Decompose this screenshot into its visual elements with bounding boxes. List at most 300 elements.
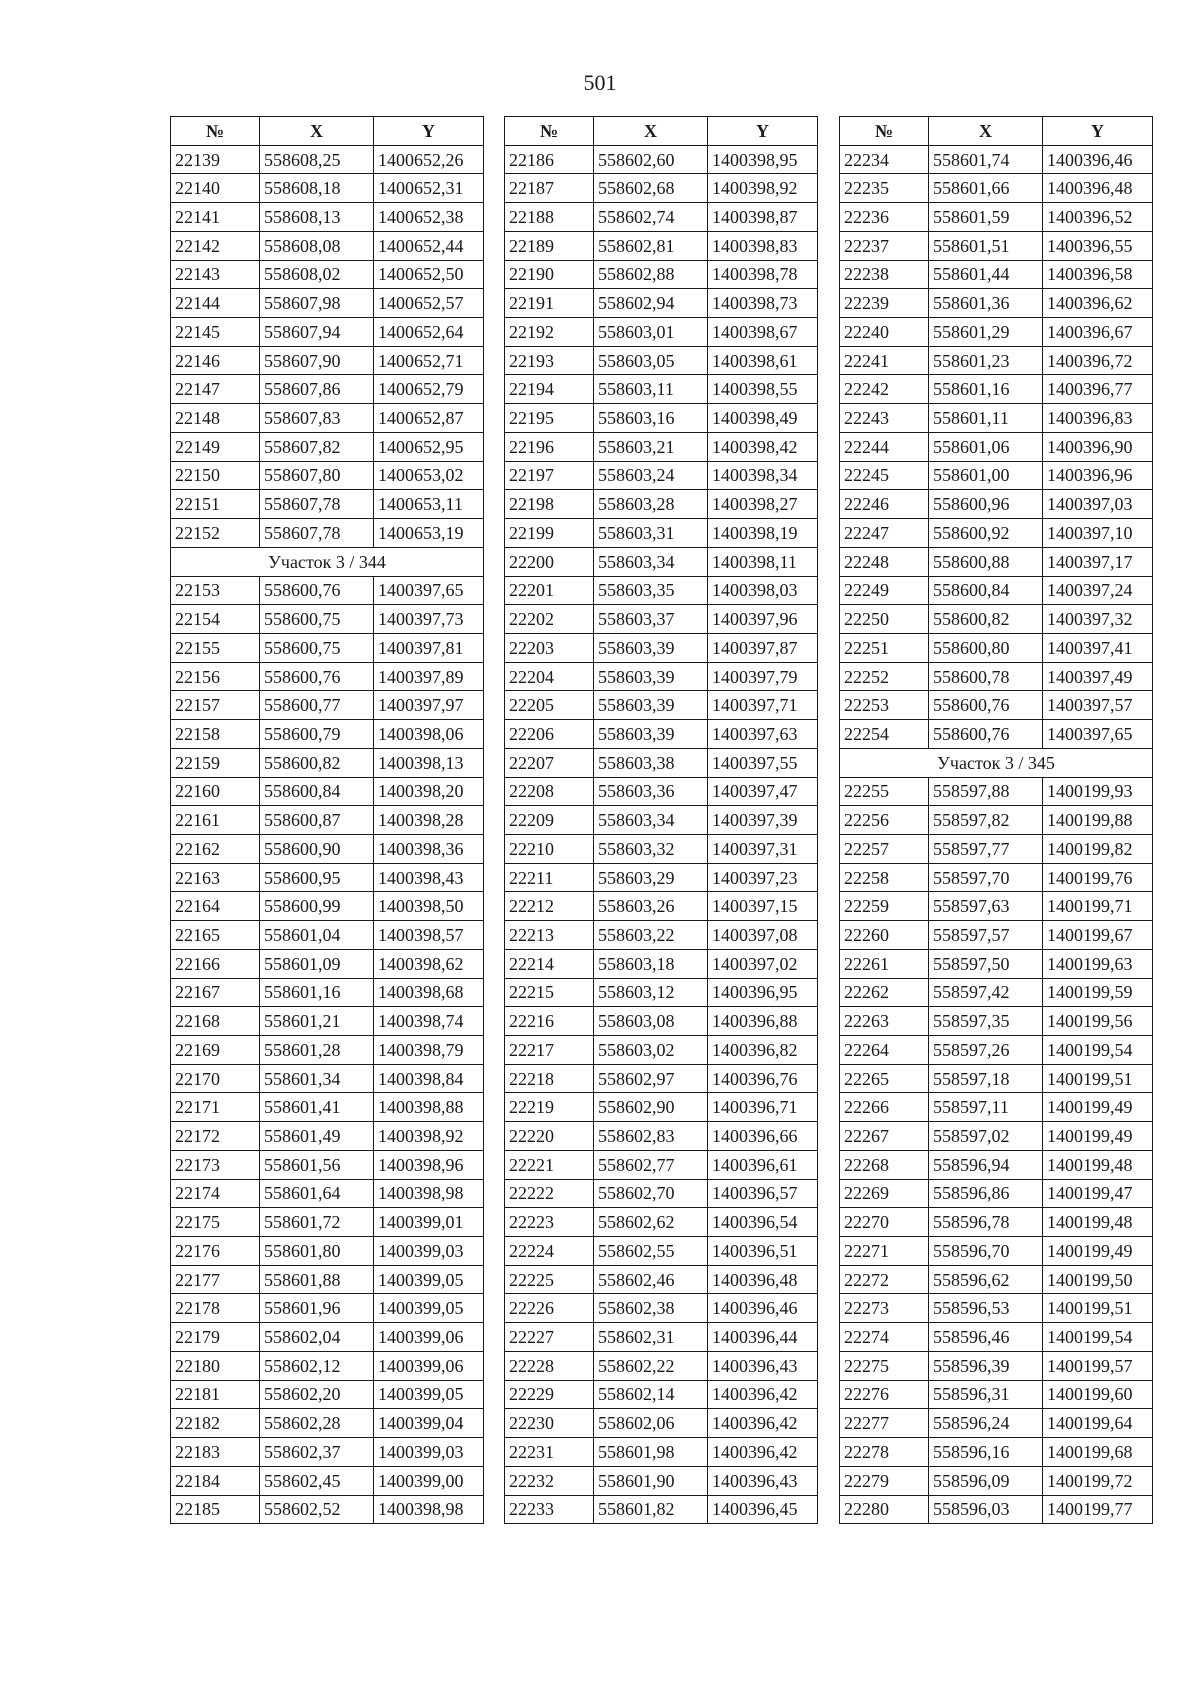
y-coordinate-cell: 1400199,47 [1043, 1179, 1153, 1208]
table-row [505, 1150, 818, 1179]
table-row [505, 1323, 818, 1352]
point-number-cell: 22242 [840, 375, 929, 404]
y-coordinate-cell: 1400397,65 [1043, 720, 1153, 749]
table-row [505, 375, 818, 404]
y-coordinate-cell: 1400398,50 [374, 892, 484, 921]
y-coordinate-cell: 1400199,71 [1043, 892, 1153, 921]
point-number-cell: 22156 [171, 662, 260, 691]
point-number-cell: 22185 [171, 1495, 260, 1524]
y-coordinate-cell: 1400199,49 [1043, 1122, 1153, 1151]
table-row [505, 145, 818, 174]
table-row [840, 691, 1153, 720]
header-y: Y [374, 117, 484, 146]
point-number-cell: 22263 [840, 1007, 929, 1036]
table-row [505, 1409, 818, 1438]
y-coordinate-cell: 1400398,34 [708, 461, 818, 490]
x-coordinate-cell: 558603,39 [594, 662, 708, 691]
point-number-cell: 22229 [505, 1380, 594, 1409]
table-row [505, 432, 818, 461]
point-number-cell: 22148 [171, 404, 260, 433]
x-coordinate-cell: 558597,50 [929, 949, 1043, 978]
table-row [840, 633, 1153, 662]
point-number-cell: 22228 [505, 1351, 594, 1380]
y-coordinate-cell: 1400398,74 [374, 1007, 484, 1036]
y-coordinate-cell: 1400199,76 [1043, 863, 1153, 892]
x-coordinate-cell: 558601,74 [929, 145, 1043, 174]
x-coordinate-cell: 558597,70 [929, 863, 1043, 892]
point-number-cell: 22278 [840, 1438, 929, 1467]
x-coordinate-cell: 558603,39 [594, 720, 708, 749]
table-row [171, 633, 484, 662]
point-number-cell: 22213 [505, 921, 594, 950]
point-number-cell: 22275 [840, 1351, 929, 1380]
table-row [840, 318, 1153, 347]
point-number-cell: 22205 [505, 691, 594, 720]
header-number: № [505, 117, 594, 146]
y-coordinate-cell: 1400398,87 [708, 203, 818, 232]
y-coordinate-cell: 1400398,06 [374, 720, 484, 749]
section-row [840, 748, 1153, 777]
table-row [505, 1438, 818, 1467]
table-row [171, 1208, 484, 1237]
point-number-cell: 22193 [505, 346, 594, 375]
y-coordinate-cell: 1400652,38 [374, 203, 484, 232]
point-number-cell: 22157 [171, 691, 260, 720]
table-row [505, 404, 818, 433]
x-coordinate-cell: 558603,01 [594, 318, 708, 347]
x-coordinate-cell: 558602,97 [594, 1064, 708, 1093]
table-row [171, 461, 484, 490]
point-number-cell: 22159 [171, 748, 260, 777]
y-coordinate-cell: 1400398,19 [708, 519, 818, 548]
point-number-cell: 22150 [171, 461, 260, 490]
table-row [840, 260, 1153, 289]
table-row [840, 834, 1153, 863]
x-coordinate-cell: 558603,12 [594, 978, 708, 1007]
y-coordinate-cell: 1400398,95 [708, 145, 818, 174]
y-coordinate-cell: 1400398,36 [374, 834, 484, 863]
x-coordinate-cell: 558603,05 [594, 346, 708, 375]
y-coordinate-cell: 1400396,61 [708, 1150, 818, 1179]
y-coordinate-cell: 1400398,03 [708, 576, 818, 605]
x-coordinate-cell: 558601,09 [260, 949, 374, 978]
table-row [171, 203, 484, 232]
table-row [505, 1122, 818, 1151]
point-number-cell: 22161 [171, 806, 260, 835]
table-row [505, 720, 818, 749]
point-number-cell: 22140 [171, 174, 260, 203]
y-coordinate-cell: 1400199,51 [1043, 1294, 1153, 1323]
point-number-cell: 22262 [840, 978, 929, 1007]
x-coordinate-cell: 558600,75 [260, 633, 374, 662]
point-number-cell: 22208 [505, 777, 594, 806]
y-coordinate-cell: 1400397,24 [1043, 576, 1153, 605]
point-number-cell: 22232 [505, 1466, 594, 1495]
table-row [505, 203, 818, 232]
table-row [840, 720, 1153, 749]
y-coordinate-cell: 1400199,56 [1043, 1007, 1153, 1036]
table-row [505, 863, 818, 892]
x-coordinate-cell: 558596,86 [929, 1179, 1043, 1208]
table-header-row [505, 117, 818, 146]
point-number-cell: 22264 [840, 1036, 929, 1065]
point-number-cell: 22254 [840, 720, 929, 749]
y-coordinate-cell: 1400199,82 [1043, 834, 1153, 863]
table-row [505, 1495, 818, 1524]
x-coordinate-cell: 558601,36 [929, 289, 1043, 318]
point-number-cell: 22250 [840, 605, 929, 634]
x-coordinate-cell: 558603,08 [594, 1007, 708, 1036]
point-number-cell: 22199 [505, 519, 594, 548]
y-coordinate-cell: 1400396,57 [708, 1179, 818, 1208]
x-coordinate-cell: 558600,99 [260, 892, 374, 921]
y-coordinate-cell: 1400397,10 [1043, 519, 1153, 548]
table-row [840, 1495, 1153, 1524]
point-number-cell: 22194 [505, 375, 594, 404]
y-coordinate-cell: 1400396,67 [1043, 318, 1153, 347]
x-coordinate-cell: 558597,18 [929, 1064, 1043, 1093]
point-number-cell: 22236 [840, 203, 929, 232]
y-coordinate-cell: 1400652,26 [374, 145, 484, 174]
y-coordinate-cell: 1400396,83 [1043, 404, 1153, 433]
point-number-cell: 22203 [505, 633, 594, 662]
table-row [505, 289, 818, 318]
table-row [840, 203, 1153, 232]
point-number-cell: 22277 [840, 1409, 929, 1438]
x-coordinate-cell: 558601,16 [260, 978, 374, 1007]
y-coordinate-cell: 1400398,27 [708, 490, 818, 519]
point-number-cell: 22223 [505, 1208, 594, 1237]
table-row [505, 691, 818, 720]
y-coordinate-cell: 1400397,41 [1043, 633, 1153, 662]
point-number-cell: 22226 [505, 1294, 594, 1323]
point-number-cell: 22271 [840, 1237, 929, 1266]
x-coordinate-cell: 558603,16 [594, 404, 708, 433]
x-coordinate-cell: 558601,29 [929, 318, 1043, 347]
x-coordinate-cell: 558597,57 [929, 921, 1043, 950]
point-number-cell: 22183 [171, 1438, 260, 1467]
y-coordinate-cell: 1400397,65 [374, 576, 484, 605]
table-row [840, 547, 1153, 576]
y-coordinate-cell: 1400399,05 [374, 1294, 484, 1323]
point-number-cell: 22173 [171, 1150, 260, 1179]
table-row [171, 1122, 484, 1151]
table-row [171, 892, 484, 921]
x-coordinate-cell: 558607,80 [260, 461, 374, 490]
coordinates-table-2 [504, 116, 818, 1524]
x-coordinate-cell: 558597,63 [929, 892, 1043, 921]
point-number-cell: 22196 [505, 432, 594, 461]
y-coordinate-cell: 1400397,23 [708, 863, 818, 892]
x-coordinate-cell: 558602,46 [594, 1265, 708, 1294]
point-number-cell: 22253 [840, 691, 929, 720]
point-number-cell: 22198 [505, 490, 594, 519]
table-row [171, 863, 484, 892]
table-body [840, 145, 1153, 1524]
y-coordinate-cell: 1400396,90 [1043, 432, 1153, 461]
header-x: X [929, 117, 1043, 146]
table-body [171, 145, 484, 1524]
point-number-cell: 22160 [171, 777, 260, 806]
x-coordinate-cell: 558596,94 [929, 1150, 1043, 1179]
table-row [505, 748, 818, 777]
x-coordinate-cell: 558602,83 [594, 1122, 708, 1151]
point-number-cell: 22146 [171, 346, 260, 375]
y-coordinate-cell: 1400398,20 [374, 777, 484, 806]
table-row [171, 691, 484, 720]
y-coordinate-cell: 1400396,42 [708, 1438, 818, 1467]
page-number: 501 [583, 70, 617, 95]
x-coordinate-cell: 558603,28 [594, 490, 708, 519]
x-coordinate-cell: 558601,88 [260, 1265, 374, 1294]
x-coordinate-cell: 558602,81 [594, 231, 708, 260]
y-coordinate-cell: 1400652,31 [374, 174, 484, 203]
x-coordinate-cell: 558601,59 [929, 203, 1043, 232]
coordinates-table-3 [839, 116, 1153, 1524]
point-number-cell: 22158 [171, 720, 260, 749]
table-row [505, 949, 818, 978]
table-row [840, 921, 1153, 950]
x-coordinate-cell: 558607,90 [260, 346, 374, 375]
point-number-cell: 22265 [840, 1064, 929, 1093]
x-coordinate-cell: 558596,16 [929, 1438, 1043, 1467]
table-row [171, 777, 484, 806]
y-coordinate-cell: 1400398,43 [374, 863, 484, 892]
table-row [505, 834, 818, 863]
point-number-cell: 22182 [171, 1409, 260, 1438]
y-coordinate-cell: 1400199,54 [1043, 1036, 1153, 1065]
x-coordinate-cell: 558602,77 [594, 1150, 708, 1179]
y-coordinate-cell: 1400396,71 [708, 1093, 818, 1122]
point-number-cell: 22245 [840, 461, 929, 490]
y-coordinate-cell: 1400396,62 [1043, 289, 1153, 318]
x-coordinate-cell: 558601,06 [929, 432, 1043, 461]
x-coordinate-cell: 558603,39 [594, 691, 708, 720]
y-coordinate-cell: 1400397,49 [1043, 662, 1153, 691]
point-number-cell: 22248 [840, 547, 929, 576]
x-coordinate-cell: 558602,55 [594, 1237, 708, 1266]
point-number-cell: 22261 [840, 949, 929, 978]
x-coordinate-cell: 558601,64 [260, 1179, 374, 1208]
header-x: X [260, 117, 374, 146]
x-coordinate-cell: 558603,34 [594, 547, 708, 576]
point-number-cell: 22178 [171, 1294, 260, 1323]
y-coordinate-cell: 1400398,57 [374, 921, 484, 950]
table-row [171, 375, 484, 404]
point-number-cell: 22273 [840, 1294, 929, 1323]
y-coordinate-cell: 1400398,61 [708, 346, 818, 375]
table-row [171, 605, 484, 634]
x-coordinate-cell: 558603,31 [594, 519, 708, 548]
y-coordinate-cell: 1400652,87 [374, 404, 484, 433]
y-coordinate-cell: 1400397,71 [708, 691, 818, 720]
x-coordinate-cell: 558602,28 [260, 1409, 374, 1438]
point-number-cell: 22195 [505, 404, 594, 433]
y-coordinate-cell: 1400398,28 [374, 806, 484, 835]
y-coordinate-cell: 1400653,19 [374, 519, 484, 548]
y-coordinate-cell: 1400653,02 [374, 461, 484, 490]
x-coordinate-cell: 558596,09 [929, 1466, 1043, 1495]
table-row [505, 174, 818, 203]
y-coordinate-cell: 1400397,08 [708, 921, 818, 950]
y-coordinate-cell: 1400397,97 [374, 691, 484, 720]
section-title: Участок 3 / 345 [840, 748, 1153, 777]
point-number-cell: 22166 [171, 949, 260, 978]
point-number-cell: 22219 [505, 1093, 594, 1122]
point-number-cell: 22176 [171, 1237, 260, 1266]
point-number-cell: 22139 [171, 145, 260, 174]
y-coordinate-cell: 1400199,77 [1043, 1495, 1153, 1524]
x-coordinate-cell: 558602,38 [594, 1294, 708, 1323]
y-coordinate-cell: 1400397,81 [374, 633, 484, 662]
y-coordinate-cell: 1400652,64 [374, 318, 484, 347]
point-number-cell: 22145 [171, 318, 260, 347]
point-number-cell: 22227 [505, 1323, 594, 1352]
y-coordinate-cell: 1400199,48 [1043, 1208, 1153, 1237]
y-coordinate-cell: 1400396,43 [708, 1351, 818, 1380]
y-coordinate-cell: 1400199,93 [1043, 777, 1153, 806]
y-coordinate-cell: 1400199,48 [1043, 1150, 1153, 1179]
x-coordinate-cell: 558601,21 [260, 1007, 374, 1036]
point-number-cell: 22188 [505, 203, 594, 232]
y-coordinate-cell: 1400396,45 [708, 1495, 818, 1524]
point-number-cell: 22174 [171, 1179, 260, 1208]
y-coordinate-cell: 1400396,51 [708, 1237, 818, 1266]
table-row [505, 490, 818, 519]
table-row [505, 605, 818, 634]
point-number-cell: 22270 [840, 1208, 929, 1237]
y-coordinate-cell: 1400396,58 [1043, 260, 1153, 289]
point-number-cell: 22222 [505, 1179, 594, 1208]
table-row [840, 375, 1153, 404]
y-coordinate-cell: 1400398,92 [708, 174, 818, 203]
table-row [171, 921, 484, 950]
x-coordinate-cell: 558602,31 [594, 1323, 708, 1352]
y-coordinate-cell: 1400398,67 [708, 318, 818, 347]
x-coordinate-cell: 558603,38 [594, 748, 708, 777]
point-number-cell: 22211 [505, 863, 594, 892]
x-coordinate-cell: 558608,25 [260, 145, 374, 174]
table-row [505, 1208, 818, 1237]
x-coordinate-cell: 558602,20 [260, 1380, 374, 1409]
x-coordinate-cell: 558597,42 [929, 978, 1043, 1007]
x-coordinate-cell: 558600,92 [929, 519, 1043, 548]
table-row [171, 1036, 484, 1065]
table-row [840, 346, 1153, 375]
point-number-cell: 22179 [171, 1323, 260, 1352]
x-coordinate-cell: 558596,03 [929, 1495, 1043, 1524]
table-row [505, 1036, 818, 1065]
table-row [171, 1294, 484, 1323]
point-number-cell: 22251 [840, 633, 929, 662]
table-row [505, 547, 818, 576]
x-coordinate-cell: 558603,21 [594, 432, 708, 461]
table-row [840, 1179, 1153, 1208]
point-number-cell: 22144 [171, 289, 260, 318]
x-coordinate-cell: 558601,82 [594, 1495, 708, 1524]
table-row [505, 346, 818, 375]
table-row [840, 806, 1153, 835]
y-coordinate-cell: 1400396,48 [1043, 174, 1153, 203]
y-coordinate-cell: 1400396,95 [708, 978, 818, 1007]
table-row [171, 404, 484, 433]
point-number-cell: 22163 [171, 863, 260, 892]
x-coordinate-cell: 558600,76 [929, 691, 1043, 720]
x-coordinate-cell: 558602,88 [594, 260, 708, 289]
y-coordinate-cell: 1400652,57 [374, 289, 484, 318]
table-row [171, 1064, 484, 1093]
point-number-cell: 22240 [840, 318, 929, 347]
x-coordinate-cell: 558607,78 [260, 490, 374, 519]
y-coordinate-cell: 1400396,96 [1043, 461, 1153, 490]
x-coordinate-cell: 558603,29 [594, 863, 708, 892]
x-coordinate-cell: 558602,14 [594, 1380, 708, 1409]
point-number-cell: 22238 [840, 260, 929, 289]
x-coordinate-cell: 558596,70 [929, 1237, 1043, 1266]
x-coordinate-cell: 558603,24 [594, 461, 708, 490]
table-row [505, 1093, 818, 1122]
x-coordinate-cell: 558608,13 [260, 203, 374, 232]
table-row [171, 1323, 484, 1352]
x-coordinate-cell: 558597,77 [929, 834, 1043, 863]
x-coordinate-cell: 558603,18 [594, 949, 708, 978]
table-row [171, 1351, 484, 1380]
x-coordinate-cell: 558597,82 [929, 806, 1043, 835]
x-coordinate-cell: 558603,02 [594, 1036, 708, 1065]
point-number-cell: 22221 [505, 1150, 594, 1179]
x-coordinate-cell: 558597,02 [929, 1122, 1043, 1151]
y-coordinate-cell: 1400398,92 [374, 1122, 484, 1151]
x-coordinate-cell: 558597,35 [929, 1007, 1043, 1036]
point-number-cell: 22269 [840, 1179, 929, 1208]
x-coordinate-cell: 558600,79 [260, 720, 374, 749]
y-coordinate-cell: 1400398,11 [708, 547, 818, 576]
y-coordinate-cell: 1400397,31 [708, 834, 818, 863]
y-coordinate-cell: 1400199,50 [1043, 1265, 1153, 1294]
point-number-cell: 22154 [171, 605, 260, 634]
table-row [505, 1064, 818, 1093]
table-row [840, 519, 1153, 548]
y-coordinate-cell: 1400397,47 [708, 777, 818, 806]
table-header-row [171, 117, 484, 146]
y-coordinate-cell: 1400398,79 [374, 1036, 484, 1065]
y-coordinate-cell: 1400652,79 [374, 375, 484, 404]
point-number-cell: 22255 [840, 777, 929, 806]
x-coordinate-cell: 558601,23 [929, 346, 1043, 375]
y-coordinate-cell: 1400398,84 [374, 1064, 484, 1093]
point-number-cell: 22252 [840, 662, 929, 691]
x-coordinate-cell: 558601,56 [260, 1150, 374, 1179]
table-row [505, 892, 818, 921]
y-coordinate-cell: 1400396,76 [708, 1064, 818, 1093]
point-number-cell: 22233 [505, 1495, 594, 1524]
point-number-cell: 22230 [505, 1409, 594, 1438]
table-row [171, 1265, 484, 1294]
x-coordinate-cell: 558600,84 [929, 576, 1043, 605]
table-row [171, 260, 484, 289]
point-number-cell: 22153 [171, 576, 260, 605]
point-number-cell: 22141 [171, 203, 260, 232]
x-coordinate-cell: 558600,96 [929, 490, 1043, 519]
point-number-cell: 22180 [171, 1351, 260, 1380]
x-coordinate-cell: 558596,39 [929, 1351, 1043, 1380]
table-row [840, 1294, 1153, 1323]
point-number-cell: 22187 [505, 174, 594, 203]
x-coordinate-cell: 558603,22 [594, 921, 708, 950]
y-coordinate-cell: 1400396,54 [708, 1208, 818, 1237]
y-coordinate-cell: 1400199,64 [1043, 1409, 1153, 1438]
point-number-cell: 22177 [171, 1265, 260, 1294]
